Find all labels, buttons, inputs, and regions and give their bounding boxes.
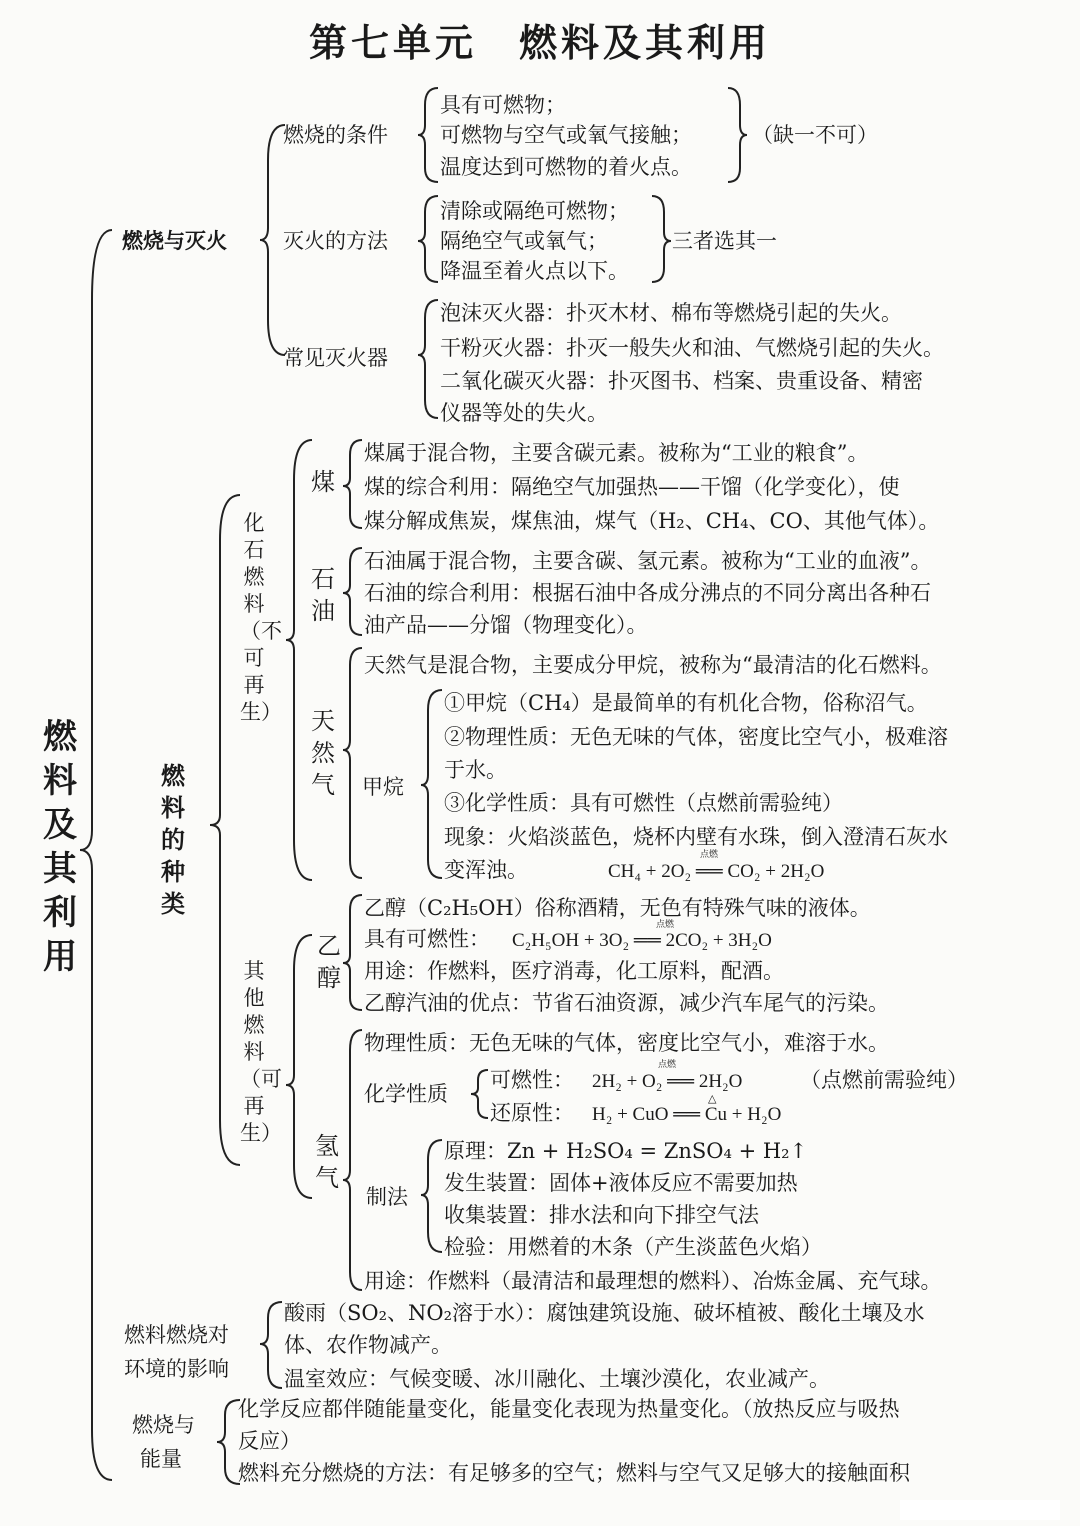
s4-label: 能量 (140, 1447, 182, 1471)
s4-label: 燃烧与 (132, 1413, 195, 1437)
s2-label: 燃料的种类 (161, 761, 185, 918)
condition-item: 可燃物与空气或氧气接触； (440, 123, 692, 147)
preparation-line: 发生装置：固体+液体反应不需要加热 (444, 1171, 798, 1195)
ethanol-equation: C₂H₅OH + 3O₂ ══ 2CO₂ + 3H₂O (512, 930, 772, 951)
ignite-condition: 点燃 (656, 920, 675, 930)
natural-gas-label: 天然气 (311, 707, 335, 799)
energy-line: 燃料充分燃烧的方法：有足够多的空气；燃料与空气又足够大的接触面积 (238, 1461, 910, 1485)
extinguisher-item: 仪器等处的失火。 (440, 401, 608, 425)
combustion-conditions-label: 燃烧的条件 (283, 123, 388, 147)
extinguish-item: 降温至着火点以下。 (440, 259, 629, 283)
coal-line: 煤属于混合物，主要含碳元素。被称为“工业的粮食”。 (364, 441, 869, 465)
page-title: 第七单元 燃料及其利用 (308, 20, 771, 65)
condition-note: （缺一不可） (752, 123, 878, 147)
methane-line: ②物理性质：无色无味的气体，密度比空气小，极难溶 (444, 725, 948, 749)
combustibility-label: 可燃性： (490, 1068, 574, 1092)
extinguisher-item: 二氧化碳灭火器：扑灭图书、档案、贵重设备、精密 (440, 369, 923, 393)
ethanol-line: 用途：作燃料，医疗消毒，化工原料，配酒。 (364, 959, 784, 983)
ethanol-line: 具有可燃性： (364, 927, 490, 951)
combustion-note: （点燃前需验纯） (800, 1068, 968, 1092)
preparation-label: 制法 (366, 1185, 408, 1209)
hydrogen-label: 氢气 (315, 1132, 339, 1192)
hydrogen-chemical-label: 化学性质 (364, 1082, 448, 1106)
ethanol-label: 乙醇 (317, 932, 341, 992)
root-label: 燃料及其利用 (43, 717, 77, 977)
extinguisher-item: 泡沫灭火器：扑灭木材、棉布等燃烧引起的失火。 (440, 301, 902, 325)
condition-item: 具有可燃物； (440, 93, 566, 117)
hydrogen-reduction-equation: H₂ + CuO ══ Cu + H₂O (592, 1104, 782, 1125)
energy-line: 化学反应都伴随能量变化，能量变化表现为热量变化。（放热反应与吸热 (238, 1397, 900, 1421)
preparation-line: 收集装置：排水法和向下排空气法 (444, 1203, 759, 1227)
preparation-line: 检验：用燃着的木条（产生淡蓝色火焰） (444, 1235, 822, 1259)
methane-line: ③化学性质：具有可燃性（点燃前需验纯） (444, 791, 843, 815)
coal-line: 煤的综合利用：隔绝空气加强热——干馏（化学变化），使 (364, 475, 900, 499)
environment-line: 体、农作物减产。 (284, 1333, 452, 1357)
hydrogen-combustion-equation: 2H₂ + O₂ ══ 2H₂O (592, 1071, 743, 1092)
extinguish-item: 隔绝空气或氧气； (440, 229, 608, 253)
methane-line: 变浑浊。 (444, 858, 528, 882)
extinguisher-item: 干粉灭火器：扑灭一般失火和油、气燃烧引起的失火。 (440, 336, 944, 360)
ethanol-line: 乙醇（C₂H₅OH）俗称酒精，无色有特殊气味的液体。 (364, 896, 871, 920)
environment-line: 温室效应：气候变暖、冰川融化、土壤沙漠化，农业减产。 (284, 1367, 830, 1391)
oil-line: 油产品——分馏（物理变化）。 (364, 613, 648, 637)
extinguishers-label: 常见灭火器 (283, 346, 388, 370)
reducibility-label: 还原性： (490, 1101, 574, 1125)
s2-brace (210, 495, 240, 1165)
methane-label: 甲烷 (362, 775, 404, 799)
s3-label: 环境的影响 (124, 1357, 229, 1381)
hydrogen-physical: 物理性质：无色无味的气体，密度比空气小，难溶于水。 (364, 1031, 889, 1055)
ethanol-line: 乙醇汽油的优点：节省石油资源，减少汽车尾气的污染。 (364, 991, 889, 1015)
s3-label: 燃料燃烧对 (124, 1323, 229, 1347)
s1-label: 燃烧与灭火 (122, 228, 227, 253)
oil-label: 石油 (311, 565, 335, 625)
s1-brace (260, 125, 285, 355)
oil-line: 石油的综合利用：根据石油中各成分沸点的不同分离出各种石 (364, 581, 931, 605)
methane-line: ①甲烷（CH₄）是最简单的有机化合物，俗称沼气。 (444, 691, 928, 715)
extinguish-item: 清除或隔绝可燃物； (440, 199, 629, 223)
coal-label: 煤 (311, 468, 335, 496)
hydrogen-use: 用途：作燃料（最清洁和最理想的燃料）、冶炼金属、充气球。 (364, 1269, 942, 1293)
condition-item: 温度达到可燃物的着火点。 (440, 155, 692, 179)
watermark-overlay (900, 1500, 1060, 1520)
methane-line: 于水。 (444, 758, 507, 782)
ignite-condition: 点燃 (658, 1060, 677, 1070)
ignite-condition: 点燃 (700, 850, 719, 860)
extinguish-note: 三者选其一 (672, 229, 777, 253)
natural-gas-line: 天然气是混合物，主要成分甲烷，被称为“最清洁的化石燃料。 (364, 653, 942, 677)
other-fuel-label: 其他燃料（可再生） (240, 959, 282, 1145)
oil-line: 石油属于混合物，主要含碳、氢元素。被称为“工业的血液”。 (364, 549, 932, 573)
methane-line: 现象：火焰淡蓝色，烧杯内壁有水珠，倒入澄清石灰水 (444, 825, 948, 849)
fossil-fuel-label: 化石燃料（不可再生） (240, 511, 282, 724)
preparation-line: 原理：Zn + H₂SO₄ = ZnSO₄ + H₂↑ (444, 1139, 808, 1163)
heat-condition: △ (708, 1092, 717, 1105)
energy-line: 反应） (238, 1429, 301, 1453)
coal-line: 煤分解成焦炭，煤焦油，煤气（H₂、CH₄、CO、其他气体）。 (364, 509, 940, 533)
extinguish-methods-label: 灭火的方法 (283, 229, 388, 253)
root-brace (80, 230, 112, 1480)
environment-line: 酸雨（SO₂、NO₂溶于水）：腐蚀建筑设施、破坏植被、酸化土壤及水 (284, 1301, 925, 1325)
methane-equation: CH₄ + 2O₂ ══ CO₂ + 2H₂O (608, 861, 825, 882)
